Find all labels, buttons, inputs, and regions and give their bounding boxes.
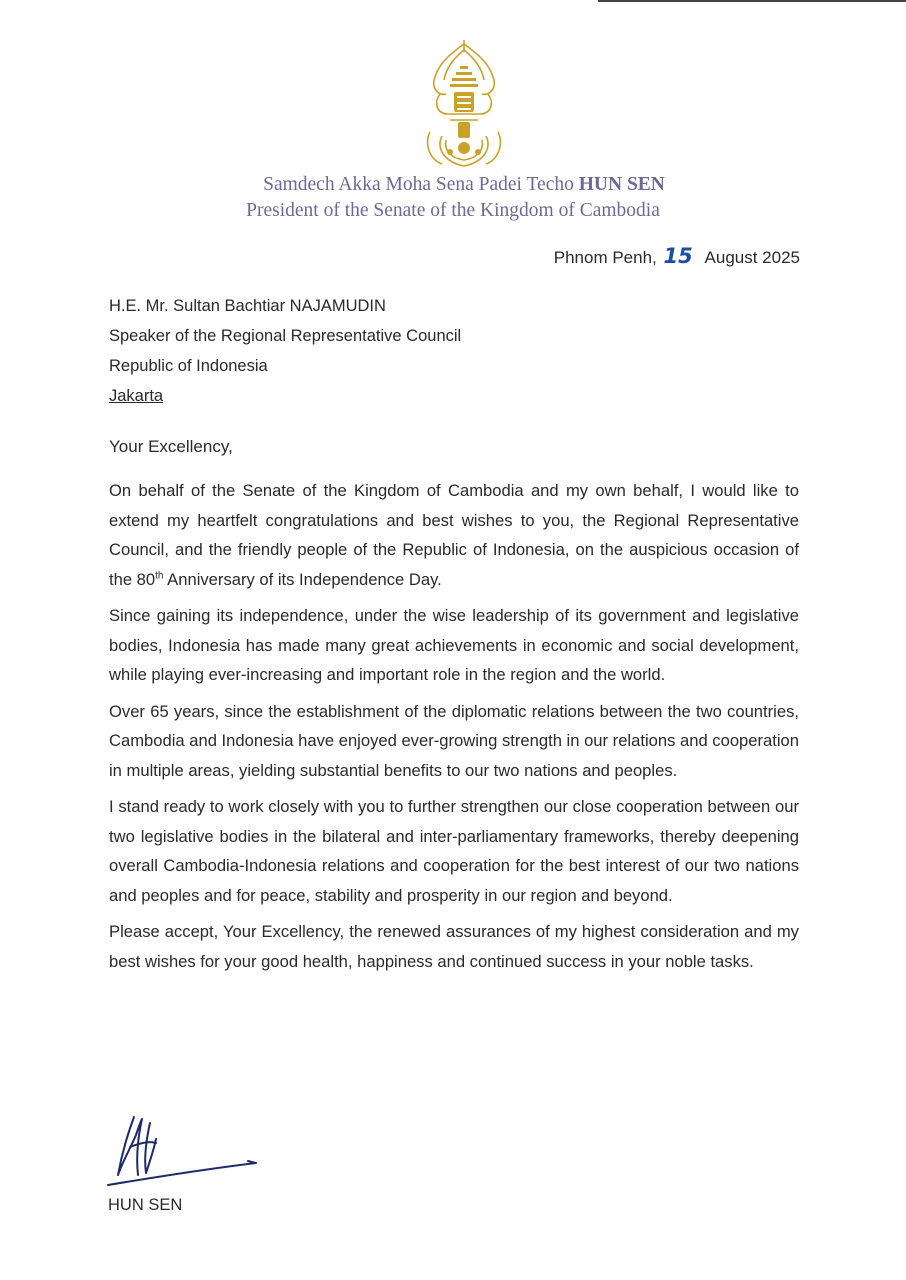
recipient-name: H.E. Mr. Sultan Bachtiar NAJAMUDIN xyxy=(109,297,386,315)
paragraph-1-start: On behalf of the Senate of the Kingdom of Cambodia and my own behalf, I would like to extend my heartfelt congratulations and best wishes to you, the Regional Representative Council, and the friendly people of the Republic of Indonesia, on the auspicious occasion of the 80 xyxy=(109,481,799,589)
signer-name: HUN SEN xyxy=(108,1196,183,1214)
date-day: 15 xyxy=(663,244,693,268)
senate-emblem-icon xyxy=(420,36,508,170)
paragraph-4: I stand ready to work closely with you to further strengthen our close cooperation between our two legislative bodies in the bilateral and inter-parliamentary frameworks, thereby deepening overall Cambodia-Indonesia relations and cooperation for the best interest of our two nations and peoples and for peace, stability and prosperity in our region and beyond. xyxy=(109,797,799,905)
recipient-position: Speaker of the Regional Representative Council xyxy=(109,327,462,345)
paragraph-2: Since gaining its independence, under the wise leadership of its government and legislative bodies, Indonesia has made many great achievements in economic and social development, while playing ever-increasing and important role in the region and the world. xyxy=(109,606,799,684)
sender-title: President of the Senate of the Kingdom of Cambodia xyxy=(246,200,660,221)
handwritten-signature xyxy=(106,1113,262,1191)
recipient-block xyxy=(109,291,461,411)
date-place: Phnom Penh, xyxy=(553,248,657,267)
letter-body xyxy=(109,476,799,983)
paragraph-5-emphasis: Your Excellency xyxy=(222,922,340,941)
top-rule xyxy=(598,0,906,2)
ordinal-suffix: th xyxy=(155,569,164,581)
salutation: Your Excellency, xyxy=(109,437,233,456)
date-month-year: August 2025 xyxy=(704,248,800,267)
paragraph-3: Over 65 years, since the establishment of the diplomatic relations between the two countries, Cambodia and Indonesia have enjoyed ever-growing strength in our relations and cooperation in multiple areas, yielding substantial benefits to our two nations and peoples. xyxy=(109,701,800,780)
paragraph-5-start: Please accept, xyxy=(109,922,223,941)
sender-name-prefix: Samdech Akka Moha Sena Padei Techo xyxy=(263,174,574,195)
letterhead xyxy=(0,172,906,224)
sender-name: HUN SEN xyxy=(578,174,665,195)
paragraph-1-end: Anniversary of its Independence Day. xyxy=(163,569,442,589)
paragraph-1 xyxy=(109,476,799,594)
recipient-country: Republic of Indonesia xyxy=(109,357,268,375)
sender-name-line xyxy=(0,172,906,198)
letter-date xyxy=(554,244,800,268)
paragraph-5-end: , the renewed assurances of my highest consideration and my best wishes for your good health, happiness and continued success in your noble tasks. xyxy=(109,922,799,971)
paragraph-5 xyxy=(109,917,799,976)
recipient-city: Jakarta xyxy=(109,387,164,405)
